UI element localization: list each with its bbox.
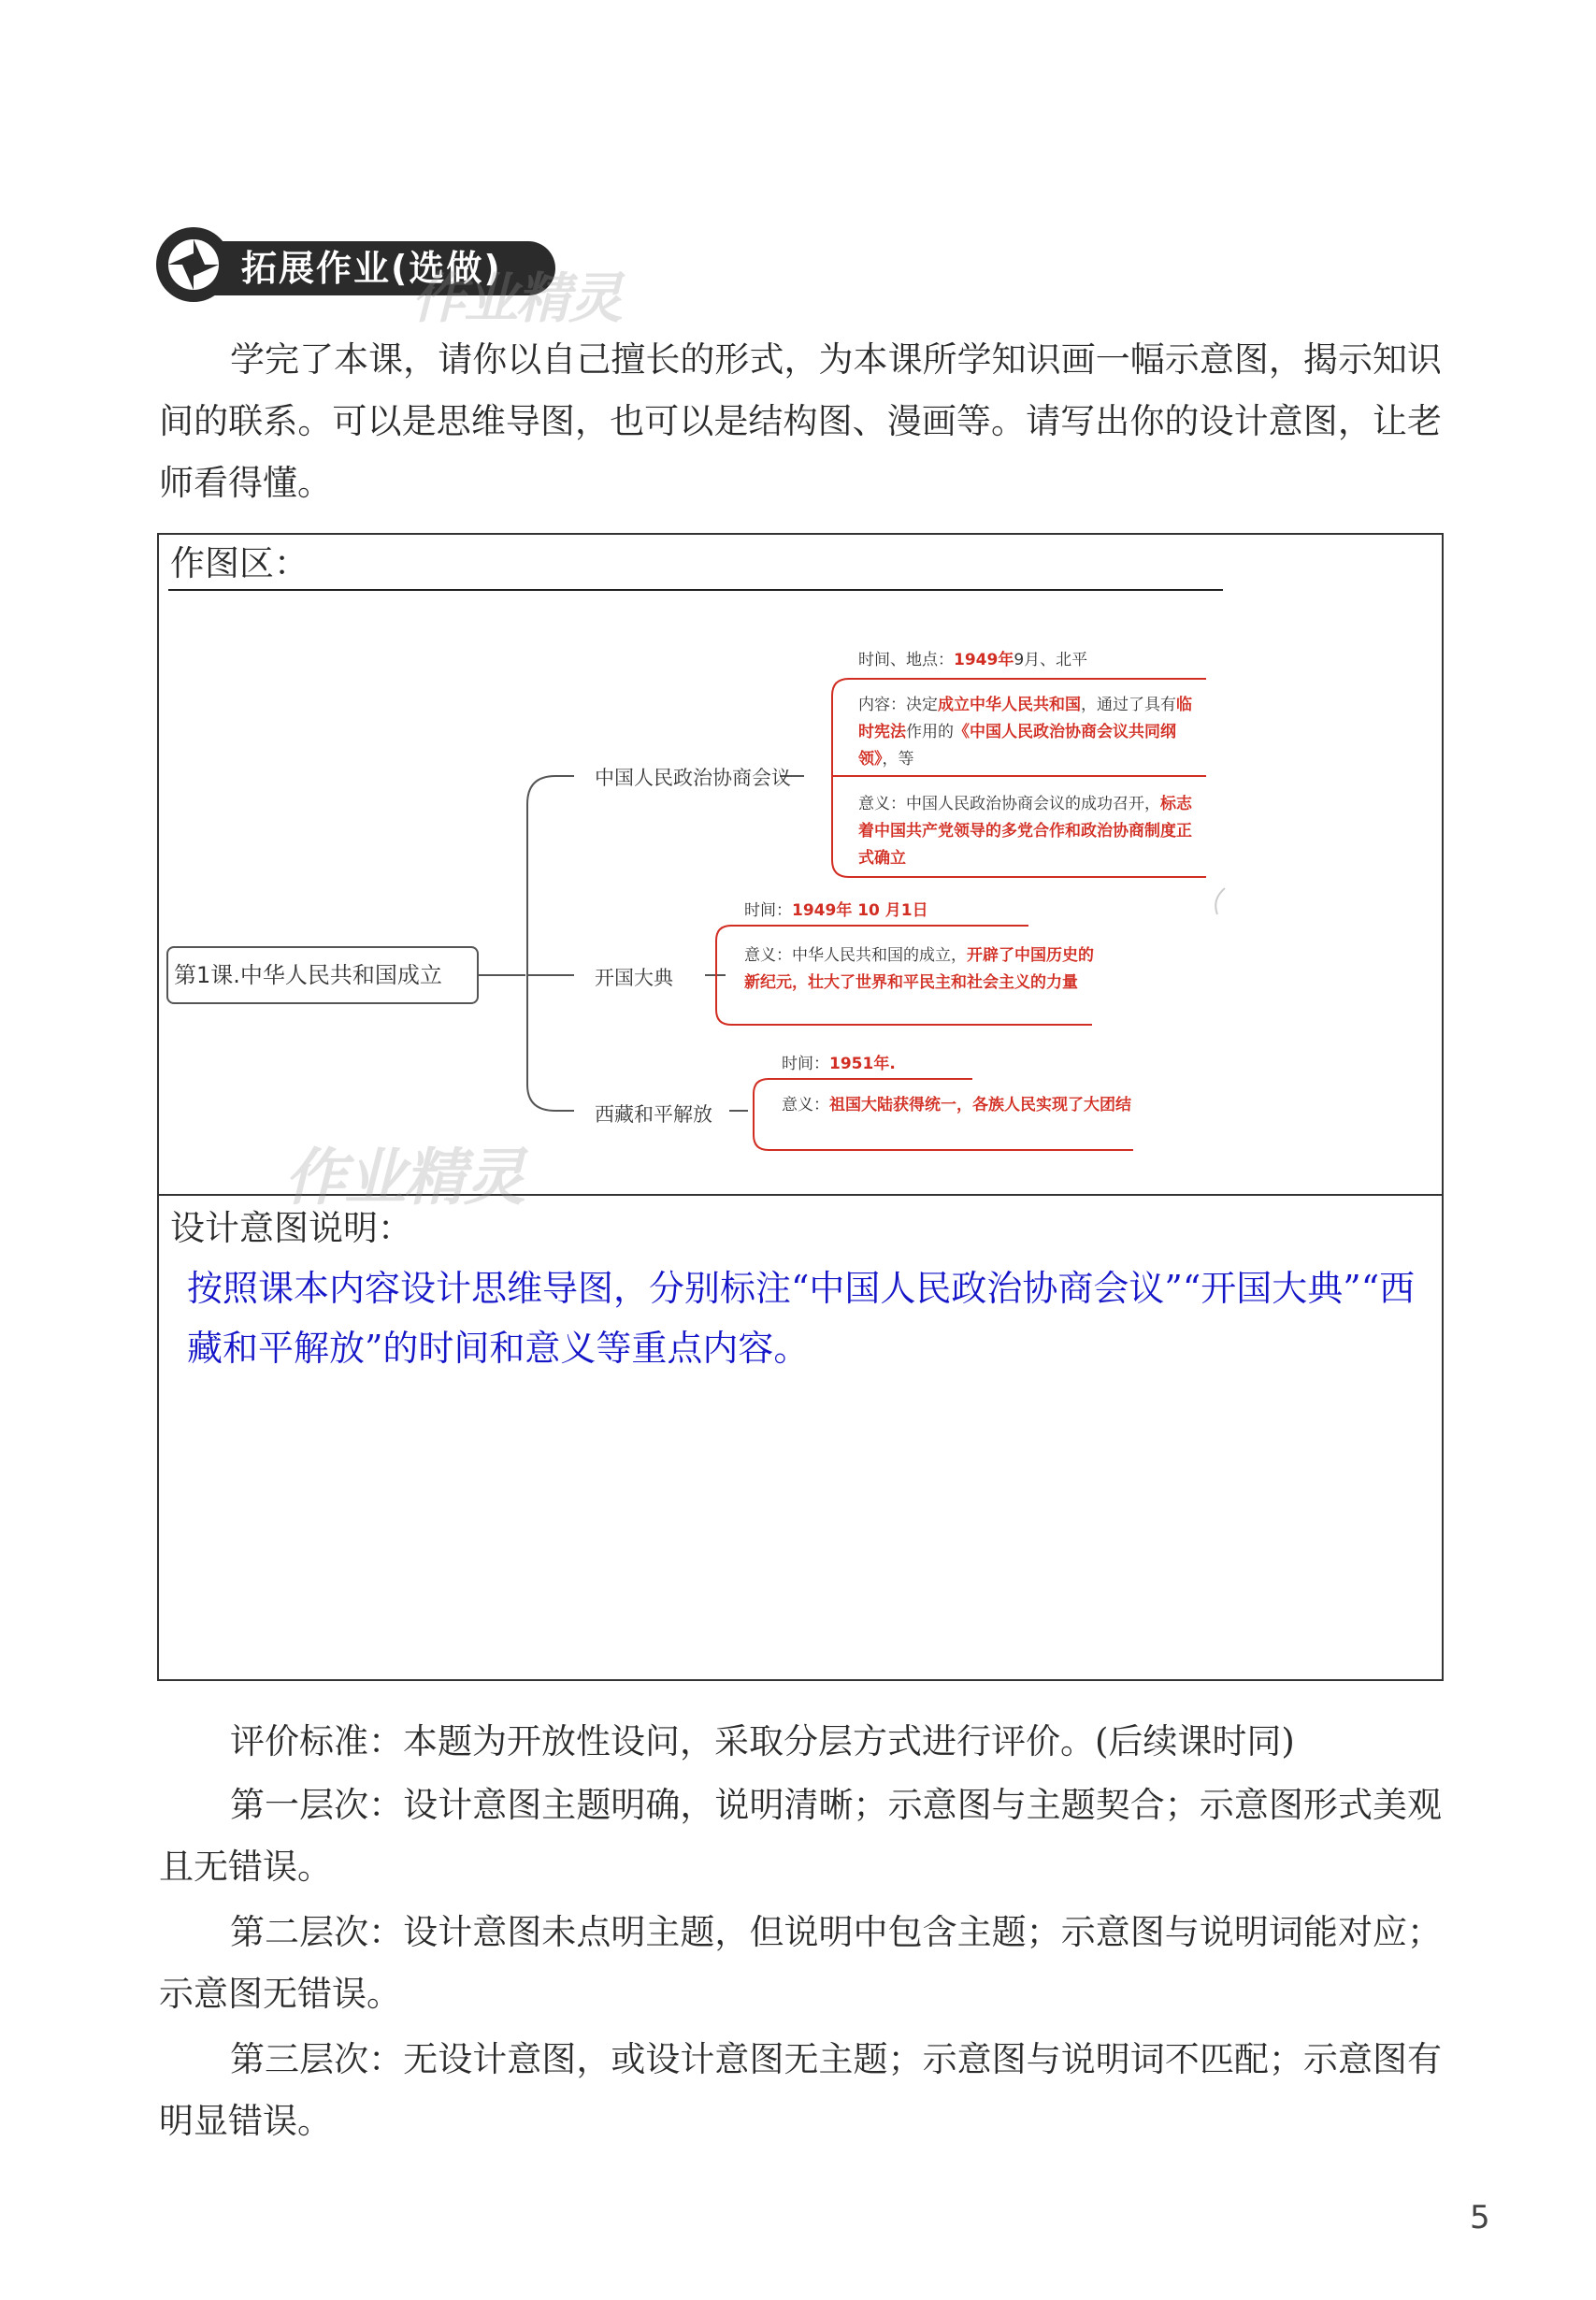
drawing-area-label: 作图区：	[170, 543, 309, 583]
evaluation-level-1: 第一层次：设计意图主题明确，说明清晰；示意图与主题契合；示意图形式美观且无错误。	[159, 1785, 1442, 1887]
leaf-cppcc-time: 时间、地点：1949年9月、北平	[858, 651, 1088, 669]
evaluation-level-2: 第二层次：设计意图未点明主题，但说明中包含主题；示意图与说明词能对应；示意图无错误。	[159, 1912, 1442, 2014]
evaluation-level-3: 第三层次：无设计意图，或设计意图无主题；示意图与说明词不匹配；示意图有明显错误。	[159, 2039, 1442, 2141]
leaf-tibet-meaning: 意义：祖国大陆获得统一，各族人民实现了大团结	[782, 1096, 1131, 1114]
watermark: 作业精灵	[411, 266, 622, 330]
evaluation-standard: 评价标准：本题为开放性设问，采取分层方式进行评价。(后续课时同)	[230, 1721, 1295, 1761]
design-intent-label: 设计意图说明：	[170, 1208, 412, 1248]
leaf-tibet-time: 时间：1951年.	[782, 1055, 896, 1073]
branch-founding-ceremony: 开国大典	[595, 967, 673, 989]
mindmap-root: 第1课.中华人民共和国成立	[166, 946, 479, 1004]
leaf-cppcc-meaning: 意义：中国人民政治协商会议的成功召开，标志着中国共产党领导的多党合作和政治协商制度正式确立	[858, 795, 1192, 868]
design-intent-answer: 按照课本内容设计思维导图，分别标注“中国人民政治协商会议”“开国大典”“西藏和平解放”的时间和意义等重点内容。	[187, 1268, 1416, 1369]
leaf-ceremony-time: 时间：1949年 10 月1日	[744, 901, 928, 920]
leaf-ceremony-meaning: 意义：中华人民共和国的成立，开辟了中国历史的新纪元，壮大了世界和平民主和社会主义的力量	[744, 946, 1094, 992]
leaf-cppcc-content: 内容：决定成立中华人民共和国，通过了具有临时宪法作用的《中国人民政治协商会议共同纲领》，等	[858, 696, 1192, 769]
branch-cppcc: 中国人民政治协商会议	[595, 767, 791, 789]
page-number: 5	[1470, 2199, 1490, 2236]
watermark: 作业精灵	[284, 1142, 524, 1214]
section-title: 拓展作业(选做)	[241, 248, 502, 289]
branch-tibet: 西藏和平解放	[595, 1103, 712, 1126]
intro-paragraph: 学完了本课，请你以自己擅长的形式，为本课所学知识画一幅示意图，揭示知识间的联系。可以是思维导图，也可以是结构图、漫画等。请写出你的设计意图，让老师看得懂。	[159, 339, 1442, 503]
